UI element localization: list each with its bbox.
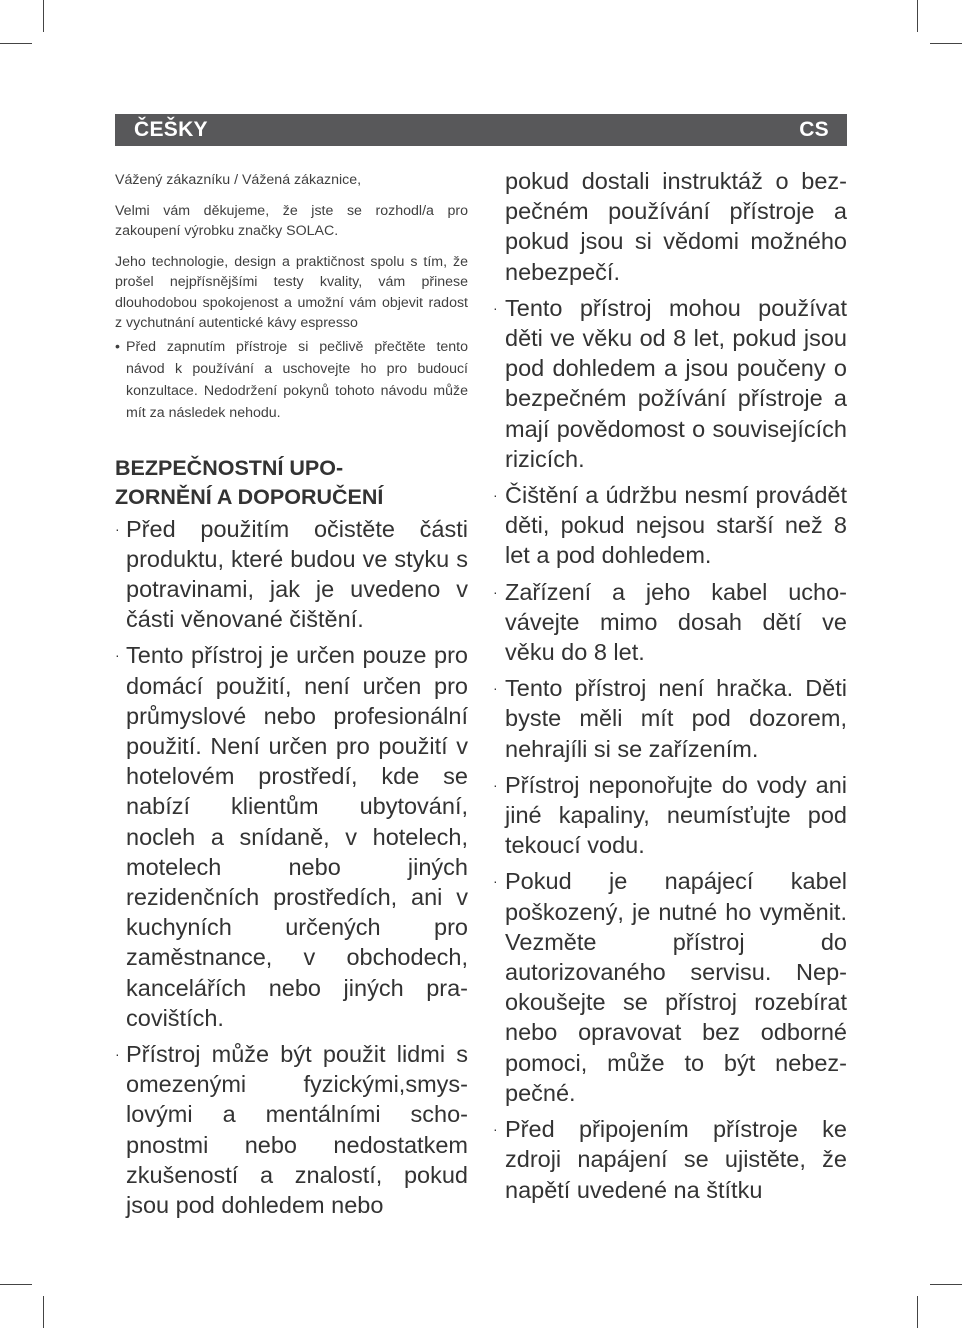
list-item-text: pokud dostali instruktáž o bezpečném používání přístroje a pokud jsou si vědomi možného nebezpečí. <box>505 168 847 285</box>
bullet-icon: · <box>115 647 120 664</box>
crop-mark <box>917 0 918 32</box>
list-item-text: Zařízení a jeho kabel uchovávejte mimo dosah dětí ve věku do 8 let. <box>505 578 847 666</box>
bullet-icon: · <box>493 299 498 316</box>
bullet-icon: · <box>493 680 498 697</box>
list-item <box>115 1039 468 1220</box>
language-header-bar <box>115 114 847 146</box>
crop-mark <box>0 43 32 44</box>
left-column <box>115 170 468 1226</box>
thanks-paragraph: Velmi vám děkujeme, že jste se rozhodl/a pro zakoupení výrobku značky SOLAC. <box>115 202 468 239</box>
crop-mark <box>917 1296 918 1328</box>
section-heading-line: BEZPEČNOSTNÍ UPO- <box>115 455 344 480</box>
technology-paragraph: Jeho technologie, design a praktičnost spolu s tím, že prošel nejpřísnějšími testy kvality, vám přinese dlouhodobou spokojenost a umožní vám objevit radost z vychutnání autentické kávy espresso <box>115 253 468 331</box>
bullet-icon: · <box>493 1121 498 1138</box>
right-column <box>493 166 847 1211</box>
crop-mark <box>930 43 962 44</box>
bullet-icon: · <box>493 776 498 793</box>
section-heading <box>115 454 468 512</box>
list-item <box>493 866 847 1108</box>
list-item <box>115 514 468 635</box>
crop-mark <box>43 1296 44 1328</box>
list-item <box>493 770 847 861</box>
list-item-continuation <box>493 166 847 287</box>
note-text: Před zapnutím přístroje si pečlivě přečtěte tento návod k používání a uschovejte ho pro budoucí konzultace. Nedodržení pokynů tohoto návodu může mít za následek nehodu. <box>126 338 468 421</box>
section-heading-line: ZORNĚNÍ A DOPORUČENÍ <box>115 484 384 509</box>
list-item <box>493 1114 847 1205</box>
list-item-text: Tento přístroj není hračka. Děti byste měli mít pod dozorem, nehrajíli si se zařízením. <box>505 675 847 762</box>
bullet-icon: · <box>115 1045 120 1062</box>
bullet-icon: · <box>493 873 498 890</box>
bullet-icon: • <box>115 338 120 355</box>
crop-mark <box>43 0 44 32</box>
list-item <box>493 673 847 764</box>
language-title: ČEŠKY <box>134 118 208 141</box>
language-code: CS <box>799 118 829 141</box>
list-item-text: Přístroj může být použit lidmi s omezenými fyzickými,smyslovými a mentálními schopnostmi nebo nedostatkem zkušeností a znalostí, pokud jsou pod dohledem nebo <box>126 1040 468 1218</box>
list-item-text: Pokud je napájecí kabel poškozený, je nutné ho vyměnit. Vezměte přístroj do autorizovaného servisu. Nepokoušejte se přístroj rozebírat nebo opravovat bez odborné pomoci, může to být nebezpečné. <box>505 868 847 1106</box>
list-item <box>493 293 847 474</box>
list-item-text: Tento přístroj mohou používat děti ve věku od 8 let, pokud jsou pod dohledem a jsou poučeny o bezpečném požívání přístroje a mají povědomost o souvisejících rizicích. <box>505 294 847 472</box>
bullet-icon: · <box>493 487 498 504</box>
list-item-text: Před použitím očistěte části produktu, které budou ve styku s potravinami, jak je uvedeno v části věnované čištění. <box>126 515 468 633</box>
crop-mark <box>930 1284 962 1285</box>
list-item <box>115 640 468 1033</box>
bullet-icon: · <box>493 583 498 600</box>
list-item <box>493 577 847 668</box>
greeting: Vážený zákazníku / Vážená zákaznice, <box>115 172 362 188</box>
read-manual-note <box>115 336 468 424</box>
crop-mark <box>0 1284 32 1285</box>
list-item-text: Přístroj neponořujte do vody ani jiné kapaliny, neumísťujte pod tekoucí vodu. <box>505 771 847 859</box>
list-item-text: Čištění a údržbu nesmí provádět děti, pokud nejsou starší než 8 let a pod dohledem. <box>505 482 847 569</box>
list-item-text: Před připojením přístroje ke zdroji napájení se ujistěte, že napětí uvedené na štítku <box>505 1116 847 1203</box>
bullet-icon: · <box>115 520 120 537</box>
list-item <box>493 480 847 571</box>
list-item-text: Tento přístroj je určen pouze pro domácí použití, není určen pro průmyslové nebo profesionální použití. Není určen pro použití v hotelovém prostředí, kde se nabízí klientům ubytování, nocleh a snídaně, v hotelech, motelech nebo jiných rezidenčních prostředích, ani v kuchyních určených pro zaměstnance, v obchodech, kancelářích nebo jiných pracovištích. <box>126 642 468 1031</box>
